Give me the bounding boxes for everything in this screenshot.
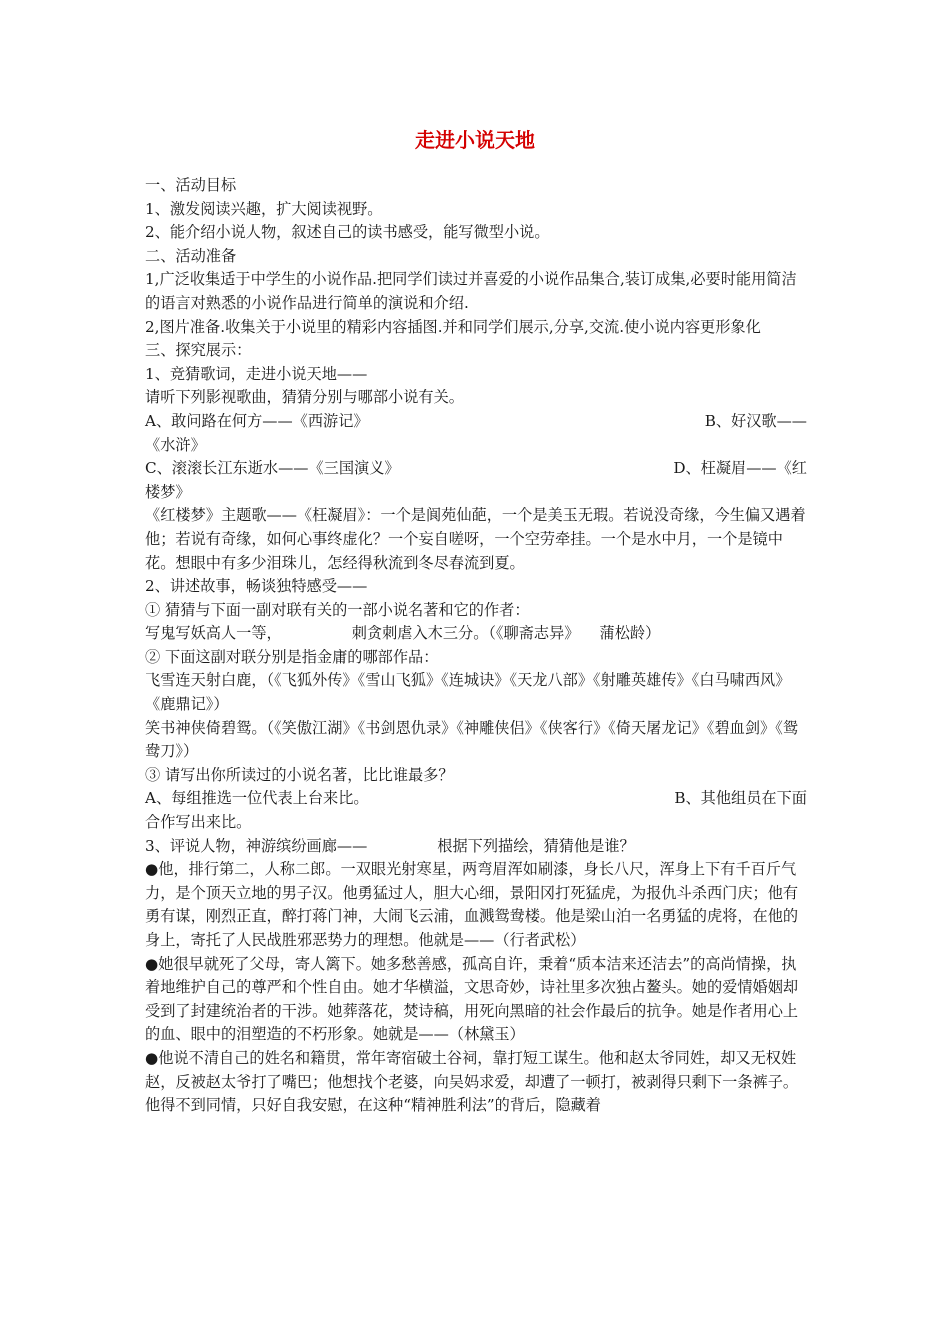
q3-row bbox=[145, 787, 807, 811]
couplet-answer-2: 笑书神侠倚碧鸳。（《笑傲江湖》《书剑恩仇录》《神雕侠侣》《侠客行》《倚天屠龙记》《碧血剑》《鸳鸯刀》） bbox=[145, 718, 799, 761]
couplet-line bbox=[145, 622, 807, 646]
prep-item: 1,广泛收集适于中学生的小说作品.把同学们读过并喜爱的小说作品集合,装订成集,必要时能用简洁的语言对熟悉的小说作品进行简单的演说和介绍. bbox=[145, 270, 797, 312]
character-clue: ●他，排行第二，人称二郎。一双眼光射寒星，两弯眉浑如刷漆，身长八尺，浑身上下有千百斤气力，是个顶天立地的男子汉。他勇猛过人，胆大心细，景阳冈打死猛虎，为报仇斗杀西门庆；他有勇有谋，刚烈正直，醉打蒋门神，大闹飞云浦，血溅鸳鸯楼。他是梁山泊一名勇猛的虎将，在他的身上，寄托了人民战胜邪恶势力的理想。他就是——（行者武松） bbox=[145, 860, 799, 949]
question-2: ② 下面这副对联分别是指金庸的哪部作品： bbox=[145, 647, 439, 666]
document-body bbox=[145, 174, 807, 1118]
prep-item: 2,图片准备.收集关于小说里的精彩内容插图.并和同学们展示,分享,交流.使小说内容更形象化 bbox=[145, 317, 761, 336]
song-option-a: A、敢问路在何方——《西游记》 bbox=[145, 411, 369, 430]
song-option-d: D、枉凝眉——《红 bbox=[673, 459, 807, 478]
activity-heading: 2、讲述故事，畅谈独特感受—— bbox=[145, 577, 368, 596]
q3-option-a: A、每组推选一位代表上台来比。 bbox=[145, 789, 369, 808]
song-row-ab bbox=[145, 410, 807, 434]
song-option-d-cont: 楼梦》 bbox=[145, 482, 191, 501]
couplet-author: 蒲松龄） bbox=[599, 624, 661, 643]
q3-option-b: B、其他组员在下面 bbox=[674, 789, 807, 808]
activity-desc: 请听下列影视歌曲，猜猜分别与哪部小说有关。 bbox=[145, 388, 464, 407]
couplet-answer-1: 飞雪连天射白鹿，（《飞狐外传》《雪山飞狐》《连城诀》《天龙八部》《射雕英雄传》《白马啸西风》《鹿鼎记》） bbox=[145, 671, 791, 714]
song-option-c: C、滚滚长江东逝水——《三国演义》 bbox=[145, 459, 400, 478]
question-3: ③ 请写出你所读过的小说名著，比比谁最多？ bbox=[145, 765, 454, 784]
character-clue: ●她很早就死了父母，寄人篱下。她多愁善感，孤高自许，秉着“质本洁来还洁去”的高尚情操，执着地维护自己的尊严和个性自由。她才华横溢，文思奇妙，诗社里多次独占鳌头。她的爱情婚姻却受到了封建统治者的干涉。她葬落花，焚诗稿，用死向黑暗的社会作最后的抗争。她是作者用心上的血、眼中的泪塑造的不朽形象。她就是——（林黛玉） bbox=[145, 954, 799, 1044]
section-heading-goals: 一、活动目标 bbox=[145, 176, 237, 194]
lyric-paragraph: 《红楼梦》主题歌——《枉凝眉》：一个是阆苑仙葩，一个是美玉无瑕。若说没奇缘，今生偏又遇着他；若说有奇缘，如何心事终虚化？一个妄自嗟呀，一个空劳牵挂。一个是水中月，一个是镜中花。想眼中有多少泪珠儿，怎经得秋流到冬尽春流到夏。 bbox=[145, 506, 806, 572]
song-option-b-cont: 《水浒》 bbox=[145, 435, 206, 454]
activity-3-title: 3、评说人物，神游缤纷画廊—— bbox=[145, 836, 368, 855]
question-1: ① 猜猜与下面一副对联有关的一部小说名著和它的作者： bbox=[145, 600, 530, 619]
song-option-b: B、好汉歌—— bbox=[704, 411, 807, 430]
goal-item: 2、能介绍小说人物，叙述自己的读书感受，能写微型小说。 bbox=[145, 223, 550, 242]
document-title: 走进小说天地 bbox=[415, 128, 535, 152]
section-heading-prep: 二、活动准备 bbox=[145, 246, 237, 265]
goal-item: 1、激发阅读兴趣，扩大阅读视野。 bbox=[145, 199, 383, 218]
character-clue: ●他说不清自己的姓名和籍贯，常年寄宿破土谷祠，靠打短工谋生。他和赵太爷同姓，却又无权姓赵，反被赵太爷打了嘴巴；他想找个老婆，向吴妈求爱，却遭了一顿打，被剥得只剩下一条裤子。他得不到同情，只好自我安慰，在这种“精神胜利法”的背后，隐藏着 bbox=[145, 1048, 799, 1115]
activity-heading bbox=[145, 835, 807, 859]
q3-option-b-cont: 合作写出来比。 bbox=[145, 813, 252, 832]
section-heading-explore: 三、探究展示： bbox=[145, 341, 252, 360]
couplet-left: 写鬼写妖高人一等， bbox=[145, 624, 282, 643]
song-row-cd bbox=[145, 457, 807, 481]
couplet-right: 刺贪刺虐入木三分。（《聊斋志异》 bbox=[351, 624, 580, 643]
activity-3-prompt: 根据下列描绘，猜猜他是谁？ bbox=[437, 836, 635, 855]
activity-heading: 1、竞猜歌词，走进小说天地—— bbox=[145, 364, 368, 383]
